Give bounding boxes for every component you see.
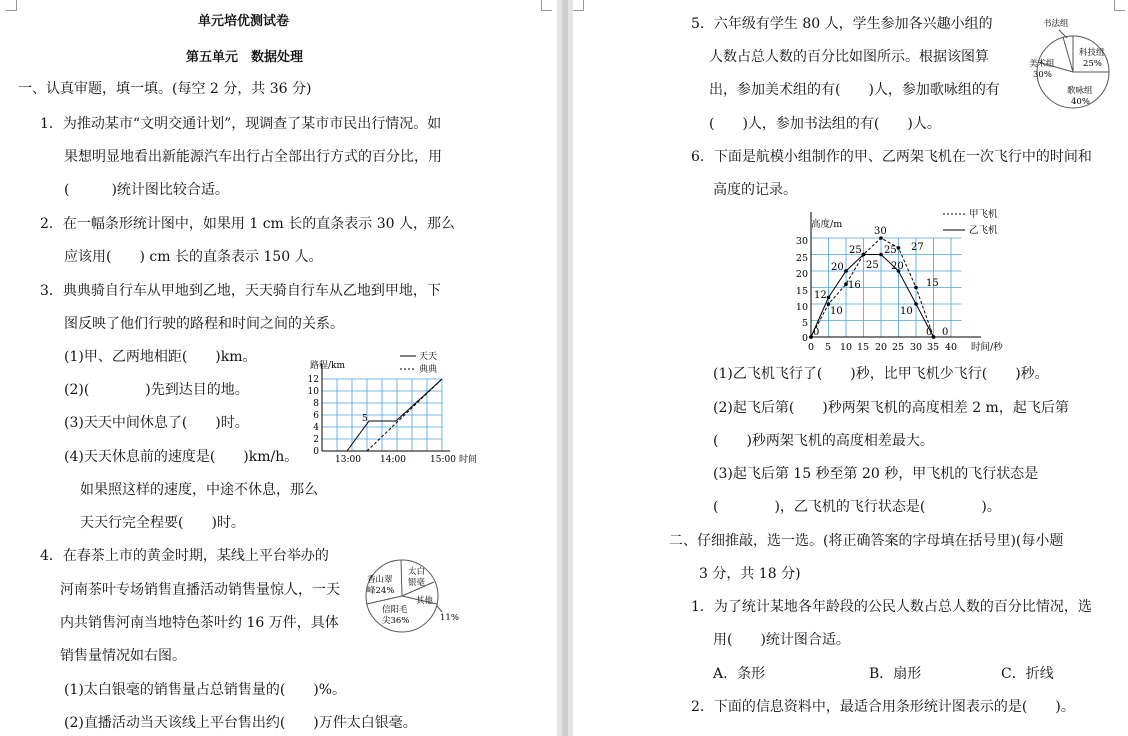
chart6-ytick: 0: [801, 333, 808, 344]
q6-line1: 6．下面是航模小组制作的甲、乙两架飞机在一次飞行中的时间和: [691, 149, 1092, 165]
chart6-ytick: 5: [801, 318, 808, 329]
page-corner-mark: [6, 0, 17, 11]
vertical-scrollbar[interactable]: [562, 0, 568, 736]
q3-part3: (3)天天中间休息了( )时。: [64, 415, 249, 431]
q6-part5: ( )，乙飞机的飞行状态是( )。: [713, 499, 1001, 515]
chart6-data-label: 20: [831, 262, 844, 273]
chart3-mark-label: 5: [362, 414, 368, 424]
chart3-xtick: 14:00: [380, 455, 406, 465]
chart6-data-label: 20: [891, 261, 904, 272]
pie5-label-keji-pct: 25%: [1083, 59, 1102, 69]
data-point-jia: [914, 286, 918, 290]
q3-part5: 如果照这样的速度，中途不休息，那么: [80, 482, 318, 498]
chart3-legend-tiantian: 天天: [419, 352, 438, 362]
pie4-divider: [401, 560, 402, 596]
pie4-leader: [437, 606, 442, 612]
mc1-option-b: B．扇形: [869, 666, 922, 682]
q6-part1: (1)乙飞机飞行了( )秒，比甲飞机少飞行( )秒。: [713, 366, 1049, 382]
data-point-yi: [914, 302, 918, 306]
chart3-ytick: 8: [313, 399, 319, 409]
chart3-grid: [322, 379, 442, 451]
mc2-line1: 2．下面的信息资料中，最适合用条形统计图表示的是( )。: [691, 699, 1075, 715]
chart6-data-label: 25: [866, 260, 879, 271]
chart6-xtick: 15: [856, 342, 870, 353]
pie4-label-other: 其他: [416, 596, 434, 606]
chart6-data-label: 12: [814, 290, 827, 301]
q5-line3: 出，参加美术组的有( )人，参加歌咏组的有: [709, 82, 1000, 98]
q6-part4: (3)起飞后第 15 秒至第 20 秒，甲飞机的飞行状态是: [713, 466, 1039, 482]
chart6-xtick: 10: [839, 342, 853, 353]
chart3-ylabel: 路程/km: [310, 361, 346, 371]
chart3-xtick: 13:00: [335, 455, 361, 465]
chart6-xtick: 35: [926, 342, 940, 353]
chart3-xunit: 时间: [458, 455, 478, 465]
q4-line1: 4．在春茶上市的黄金时期，某线上平台举办的: [40, 548, 329, 564]
section-1-title: 一、认真审题，填一填。(每空 2 分，共 36 分): [18, 81, 312, 97]
page-corner-mark: [573, 0, 584, 11]
pie4-label-xinyang-pct: 尖36%: [382, 616, 410, 626]
q3-part6: 天天行完全程要( )时。: [80, 515, 245, 531]
q4-line4: 销售量情况如右图。: [60, 648, 186, 664]
chart3-legend-diandian: 典典: [419, 365, 438, 375]
chart6-ytick: 30: [795, 236, 808, 247]
pie4-divider: [367, 596, 402, 604]
q5-line4: ( )人，参加书法组的有( )人。: [709, 116, 941, 132]
chart6-data-label: 25: [849, 245, 862, 256]
right-page: [573, 0, 1128, 736]
chart3-ytick: 10: [307, 387, 319, 397]
pie5-leader: [1059, 30, 1067, 38]
mc1-line2: 用( )统计图合适。: [713, 632, 850, 648]
q5-line1: 5．六年级有学生 80 人，学生参加各兴趣小组的: [691, 16, 993, 32]
chart6-xlabel: 时间/秒: [971, 342, 1003, 353]
data-point-yi: [879, 253, 883, 257]
pie4-label-xinyang: 信阳毛: [382, 605, 408, 615]
pie4-label-other-pct: 11%: [440, 613, 459, 623]
q5-line2: 人数占总人数的百分比如图所示。根据该图算: [709, 49, 989, 65]
chart6-ytick: 20: [795, 269, 808, 280]
chart3-xtick: 15:00: [430, 455, 456, 465]
chart6-data-label: 0: [942, 327, 949, 338]
chart6-legend-jia: 甲飞机: [969, 209, 998, 220]
altitude-time-chart: [791, 204, 1041, 358]
pie5-label-geyong-pct: 40%: [1071, 97, 1090, 107]
chart6-data-label: 10: [900, 306, 913, 317]
pie5-label-meishu-pct: 30%: [1033, 70, 1052, 80]
pie4-label-taibai: 太白: [408, 567, 426, 577]
chart6-data-label: 10: [830, 306, 843, 317]
q6-part3: ( )秒两架飞机的高度相差最大。: [713, 433, 934, 449]
q4-line3: 内共销售河南当地特色茶叶约 16 万件，具体: [60, 615, 339, 631]
chart6-xtick: 30: [909, 342, 923, 353]
q1-line1: 1．为推动某市“文明交通计划”，现调查了某市市民出行情况。如: [40, 116, 442, 132]
chart3-ytick: 4: [313, 423, 319, 433]
page-corner-mark: [1114, 0, 1125, 11]
page-corner-mark: [541, 0, 552, 11]
page-subtitle: 第五单元 数据处理: [186, 50, 304, 65]
chart6-ylabel: 高度/m: [811, 219, 843, 230]
pie5-label-keji: 科技组: [1079, 48, 1105, 58]
chart6-xtick: 40: [944, 342, 958, 353]
q6-line2: 高度的记录。: [713, 182, 797, 198]
chart6-xtick: 20: [874, 342, 888, 353]
section-2-title-cont: 3 分，共 18 分): [699, 566, 801, 582]
interest-group-pie: [1023, 14, 1123, 110]
chart6-data-label: 0: [813, 327, 820, 338]
q3-part2: (2)( )先到达目的地。: [64, 382, 249, 398]
q4-part1: (1)太白银毫的销售量占总销售量的( )%。: [64, 682, 347, 698]
pie5-label-geyong: 歌咏组: [1067, 86, 1093, 96]
mc1-option-a: A．条形: [713, 666, 766, 682]
pie5-label-meishu: 美术组: [1029, 59, 1055, 69]
distance-time-chart: [300, 348, 482, 470]
left-page: [0, 0, 557, 736]
q3-part1: (1)甲、乙两地相距( )km。: [64, 349, 257, 365]
q3-line2: 图反映了他们行驶的路程和时间之间的关系。: [64, 316, 344, 332]
data-point-yi: [862, 253, 866, 257]
chart6-xtick: 0: [807, 342, 815, 353]
q3-part4: (4)天天休息前的速度是( )km/h。: [64, 449, 299, 465]
page-title: 单元培优测试卷: [198, 14, 290, 29]
tea-sales-pie: [360, 556, 460, 636]
pie5-divider: [1063, 37, 1073, 72]
chart6-data-label: 30: [874, 226, 887, 237]
data-point-yi: [844, 269, 848, 273]
pie5-label-shufa: 书法组: [1043, 19, 1069, 29]
chart6-xtick: 25: [891, 342, 905, 353]
chart3-ytick: 2: [313, 435, 319, 445]
q2-line2: 应该用( ) cm 长的直条表示 150 人。: [64, 249, 323, 265]
chart6-data-label: 27: [911, 242, 924, 253]
chart6-ytick: 10: [795, 302, 808, 313]
chart6-data-label: 15: [926, 278, 939, 289]
chart6-xtick: 5: [824, 342, 832, 353]
pie4-label-taibai2: 银毫: [408, 578, 426, 588]
chart6-ytick: 25: [795, 253, 808, 264]
chart6-data-label: 0: [926, 327, 933, 338]
q4-part2: (2)直播活动当天该线上平台售出约( )万件太白银毫。: [64, 715, 417, 731]
chart3-ytick: 6: [313, 411, 319, 421]
chart6-ytick: 15: [795, 286, 808, 297]
chart6-data-label: 16: [848, 280, 861, 291]
mc1-line1: 1．为了统计某地各年龄段的公民人数占总人数的百分比情况，选: [691, 599, 1092, 615]
q1-line3: ( )统计图比较合适。: [64, 182, 229, 198]
pie4-label-xiangshan: 香山翠: [367, 575, 393, 585]
chart3-ytick: 12: [307, 375, 319, 385]
chart3-ytick: 0: [313, 447, 319, 457]
q4-line2: 河南茶叶专场销售直播活动销售量惊人，一天: [60, 582, 340, 598]
mc1-option-c: C．折线: [1001, 666, 1054, 682]
q6-part2: (2)起飞后第( )秒两架飞机的高度相差 2 m，起飞后第: [713, 400, 1069, 416]
pie4-label-xiangshan-pct: 峰24%: [367, 586, 395, 596]
q3-line1: 3．典典骑自行车从甲地到乙地，天天骑自行车从乙地到甲地，下: [40, 283, 441, 299]
q2-line1: 2．在一幅条形统计图中，如果用 1 cm 长的直条表示 30 人，那么: [40, 216, 455, 232]
data-point-yi: [827, 296, 831, 300]
data-point-jia: [897, 246, 901, 250]
section-2-title: 二、仔细推敲，选一选。(将正确答案的字母填在括号里)(每小题: [669, 533, 1064, 549]
chart6-data-label: 25: [884, 245, 897, 256]
q1-line2: 果想明显地看出新能源汽车出行占全部出行方式的百分比，用: [64, 149, 442, 165]
chart6-legend-yi: 乙飞机: [969, 225, 998, 236]
